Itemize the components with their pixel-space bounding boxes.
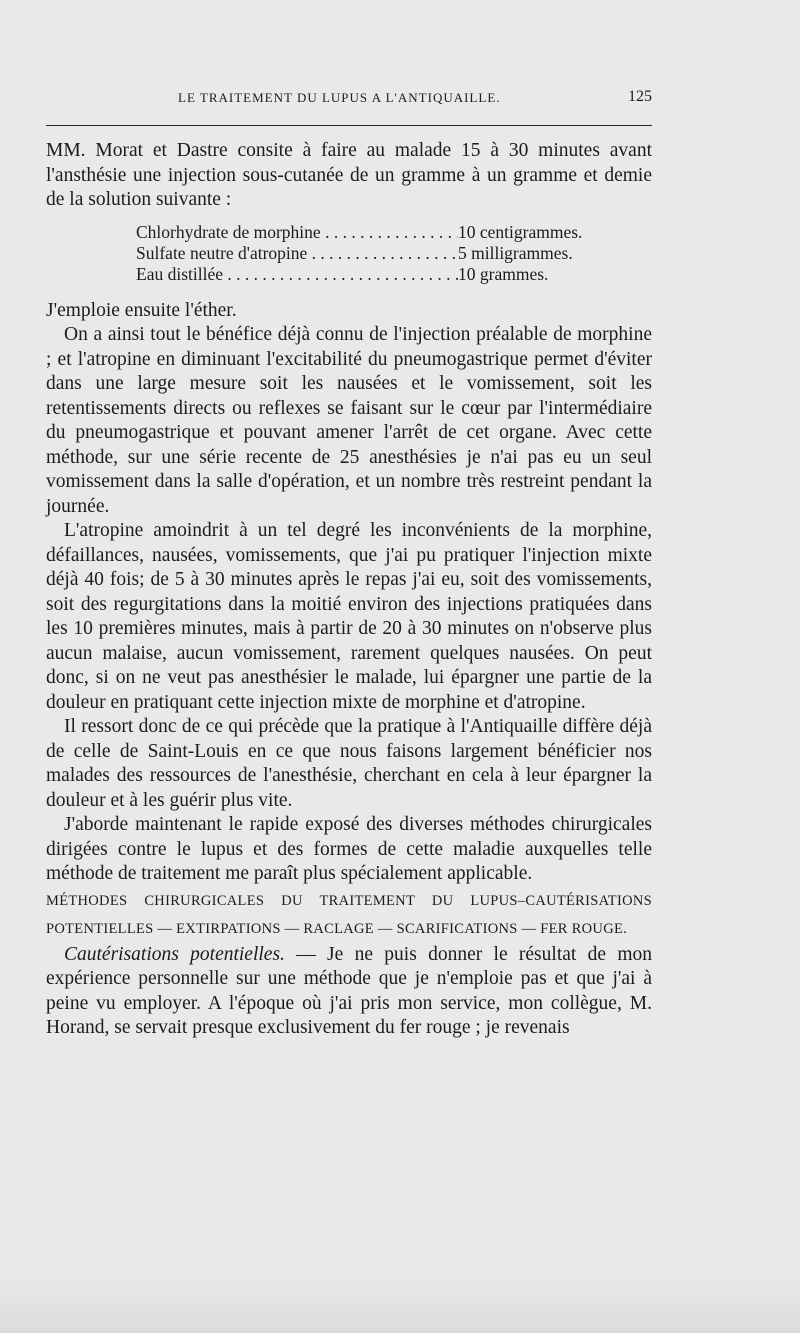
paragraph: J'emploie ensuite l'éther. <box>46 299 237 321</box>
recipe-amount: 10 centigrammes. <box>458 221 583 242</box>
paragraph-lead: Cautérisations potentielles. <box>64 943 285 965</box>
paragraph: On a ainsi tout le bénéfice déjà connu de l'injection préalable de morphine ; et l'atropine en diminuant l'excitabilité du pneumogastrique permet d'éviter dans une large mesure soit les nausées et le vomissement, soit les retentissements directs ou reflexes se faisant sur le cœur par l'intermédiaire du pneumogastrique et pouvant amener l'arrêt de cet organe. Avec cette méthode, sur une série recente de 25 anesthésies je n'ai pas eu un seul vomissement dans la salle d'opération, et un nombre très restreint pendant la journée. <box>46 324 652 517</box>
recipe-drug: Eau distillée . . . <box>136 264 458 285</box>
section-heading-text: MÉTHODES CHIRURGICALES DU TRAITEMENT DU LUPUS–CAUTÉRISATIONS POTENTIELLES — EXTIRPATIONS — RACLAGE — SCARIFICATIONS — FER ROUGE. <box>46 892 652 937</box>
recipe-row <box>136 243 652 264</box>
paragraph: Il ressort donc de ce qui précède que la pratique à l'Antiquaille diffère déjà de celle de Saint-Louis en ce que nous faisons largement bénéficier nos malades des ressources de l'anesthésie, cherchant en cela à leur épargner la douleur et à les guérir plus vite. <box>46 716 652 811</box>
running-title: LE TRAITEMENT DU LUPUS A L'ANTIQUAILLE. <box>178 90 501 105</box>
recipe-amount: 10 grammes. <box>458 263 549 284</box>
paragraph: L'atropine amoindrit à un tel degré les inconvénients de la morphine, défaillances, nausées, vomissements, que j'ai pu pratiquer l'injection mixte déjà 40 fois; de 5 à 30 minutes après le repas j'ai eu, soit des vomissements, soit des regurgitations dans la moitié environ des injections pratiquées dans les 10 premières minutes, mais à partir de 20 à 30 minutes on n'observe plus aucun malaise, aucun vomissement, rarement quelques nausées. On peut donc, si on ne veut pas anesthésier le malade, lui épargner une partie de la douleur en pratiquant cette injection mixte de morphine et d'atropine. <box>46 520 652 713</box>
paragraph: J'aborde maintenant le rapide exposé des diverses méthodes chirurgicales dirigées contre le lupus et des formes de cette maladie auxquelles telle méthode de traitement me paraît plus spécialement applicable. <box>46 814 652 884</box>
recipe-amount: 5 milligrammes. <box>458 242 573 263</box>
body-text <box>46 139 652 1041</box>
recipe-drug: Sulfate neutre d'atropine . . . <box>136 243 458 264</box>
paragraph-body: — Je ne puis donner le résultat de mon expérience personnelle sur une méthode que je n'emploie pas et que j'ai à peine vu employer. A l'époque où j'ai pris mon service, mon collègue, M. Horand, se servait presque exclusivement du fer rouge ; je revenais <box>46 943 652 1038</box>
recipe-row <box>136 264 652 285</box>
recipe-drug: Chlorhydrate de morphine . . . <box>136 222 458 243</box>
recipe-row <box>136 222 652 243</box>
paragraph <box>46 943 652 1041</box>
section-heading <box>46 887 652 943</box>
recipe-list <box>136 222 652 285</box>
header-rule <box>46 125 652 126</box>
page-number: 125 <box>628 88 652 105</box>
paragraph: MM. Morat et Dastre consite à faire au malade 15 à 30 minutes avant l'ansthésie une injection sous-cutanée de un gramme à un gramme et demie de la solution suivante : <box>46 140 652 210</box>
